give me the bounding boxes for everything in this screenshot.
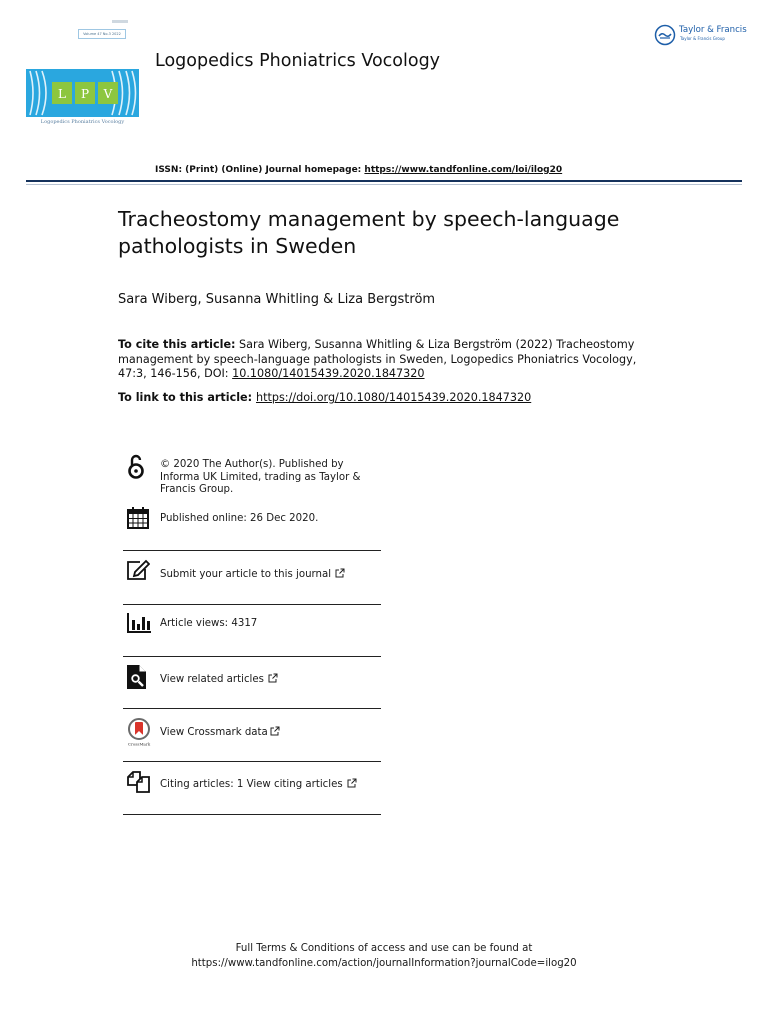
citation-block (118, 338, 658, 382)
footer-terms: Full Terms & Conditions of access and use can be found at (235, 943, 533, 954)
lpv-letter-v: V (103, 87, 113, 101)
lpv-letter-p: P (80, 87, 90, 101)
issn-line (155, 165, 562, 175)
published-row (123, 502, 381, 542)
journal-title: Logopedics Phoniatrics Vocology (155, 51, 441, 71)
info-divider (123, 814, 381, 815)
header-rule (26, 180, 742, 182)
article-doi-link[interactable]: https://doi.org/10.1080/14015439.2020.1847320 (256, 391, 532, 404)
footer (0, 942, 768, 971)
citation-text: Sara Wiberg, Susanna Whitling & Liza Bergström (2022) Tracheostomy management by speech-language pathologists in Sweden, Logopedics Phoniatrics Vocology, 47:3, 146-156, DOI: (118, 338, 637, 380)
citing-documents-icon (126, 770, 152, 794)
footer-terms-link[interactable]: https://www.tandfonline.com/action/journalInformation?journalCode=ilog20 (191, 957, 577, 969)
document-search-icon (126, 664, 148, 690)
crossmark-link[interactable] (160, 726, 280, 740)
link-label: To link to this article: (118, 391, 256, 404)
issn-prefix: ISSN: (Print) (Online) Journal homepage: (155, 165, 365, 175)
external-link-icon (335, 568, 345, 578)
views-row (123, 608, 381, 652)
crossmark-icon (126, 717, 154, 747)
info-divider (123, 708, 381, 709)
lpv-letter-l: L (58, 87, 66, 101)
article-views: Article views: 4317 (160, 618, 258, 629)
submit-link[interactable] (160, 568, 345, 582)
info-divider (123, 761, 381, 762)
article-authors: Sara Wiberg, Susanna Whitling & Liza Bergström (118, 292, 436, 307)
journal-homepage-link[interactable]: https://www.tandfonline.com/loi/ilog20 (364, 165, 563, 175)
lpv-logo (26, 69, 139, 117)
citation-label: To cite this article: (118, 338, 236, 351)
cover-tiny-text (112, 20, 128, 23)
crossmark-icon-text: CrossMark (127, 741, 151, 747)
article-title: Tracheostomy management by speech-language pathologists in Sweden (118, 207, 620, 258)
publisher-name: Taylor & Francis (679, 25, 747, 35)
open-access-icon (126, 454, 146, 480)
external-link-icon (347, 778, 357, 788)
cover-subtitle: Logopedics Phoniatrics Vocology (40, 119, 125, 125)
publisher-tagline: Taylor & Francis Group (680, 36, 725, 41)
citing-articles-label: Citing articles: 1 View citing articles (160, 779, 343, 790)
related-articles-link[interactable] (160, 673, 278, 687)
related-row[interactable] (123, 661, 381, 705)
citation-doi-link[interactable]: 10.1080/14015439.2020.1847320 (232, 367, 425, 380)
info-divider (123, 656, 381, 657)
edit-icon (126, 559, 150, 581)
citing-row[interactable] (123, 766, 381, 810)
publisher-logo[interactable] (654, 24, 746, 46)
crossmark-row[interactable] (123, 714, 381, 758)
submit-row[interactable] (123, 556, 381, 600)
related-articles-label: View related articles (160, 674, 264, 685)
cover-volume-label: Volume 47 No.3 2022 (78, 29, 126, 39)
published-date: Published online: 26 Dec 2020. (160, 513, 319, 524)
open-access-row (123, 452, 381, 498)
link-block (118, 391, 531, 404)
info-divider (123, 604, 381, 605)
header-rule-thin (26, 184, 742, 185)
external-link-icon (268, 673, 278, 683)
bar-chart-icon (126, 612, 152, 634)
external-link-icon (270, 726, 280, 736)
calendar-icon (126, 506, 150, 530)
crossmark-label: View Crossmark data (160, 727, 268, 738)
info-divider (123, 550, 381, 551)
submit-link-label: Submit your article to this journal (160, 569, 332, 580)
citing-articles-link[interactable] (160, 778, 357, 792)
taylor-francis-icon (654, 24, 676, 46)
copyright-text: © 2020 The Author(s). Published by Informa UK Limited, trading as Taylor & Francis Group. (160, 459, 361, 495)
